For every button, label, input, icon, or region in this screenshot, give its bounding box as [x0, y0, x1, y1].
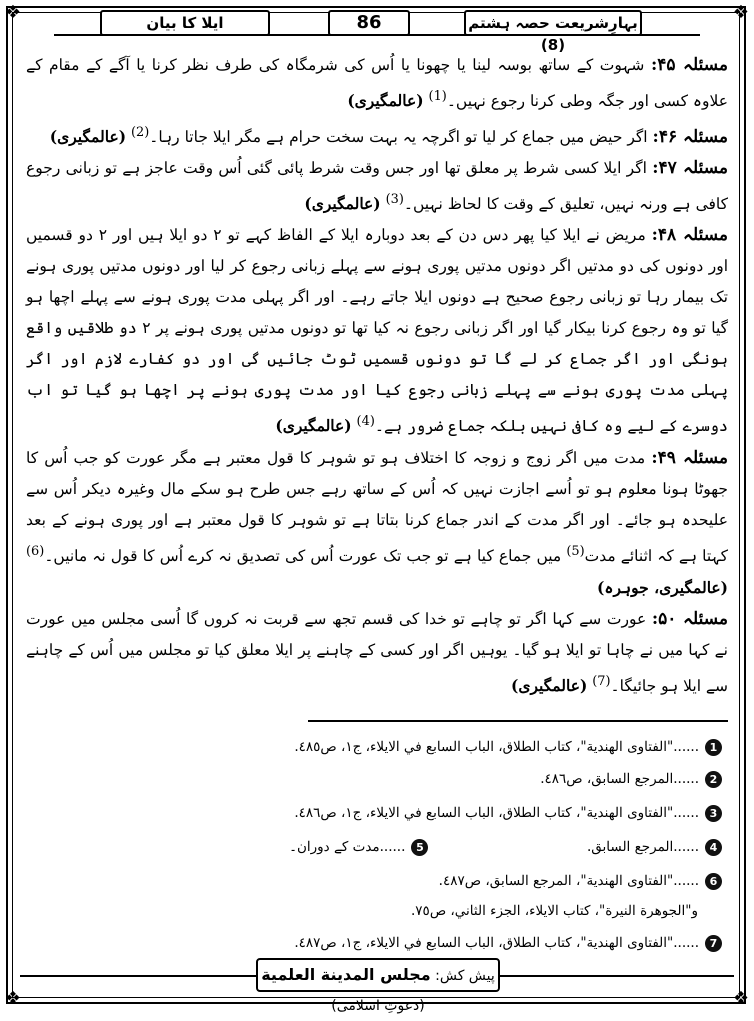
footnote-marker: (4)	[356, 414, 375, 430]
masala-48	[26, 220, 728, 442]
footnote-6-continued	[32, 900, 722, 922]
masala-label: مسئلہ ۴۵:	[650, 55, 728, 75]
footnote-marker: (3)	[385, 192, 404, 208]
masala-50	[26, 604, 728, 702]
footnote-number: 6	[705, 873, 722, 890]
book-title: بہارِشریعت حصہ ہشتم (8)	[464, 10, 642, 36]
footnote-text: ......"الفتاوى الهندية"، كتاب الطلاق، الباب السابع في الايلاء، ج١، ص٤٨٦.	[294, 805, 699, 821]
footnote-separator	[308, 720, 728, 722]
footnote-number: 2	[705, 771, 722, 788]
masala-reference: (عالمگیری)	[275, 416, 352, 436]
masala-text-continued: میں جماع کیا ہے تو جب تک عورت اُس کی تصدیق نہ کرے اُس کا قول نہ مانیں۔	[44, 546, 562, 565]
masala-46	[26, 117, 728, 153]
footnote-text: ......"الفتاوى الهندية"، كتاب الطلاق، الباب السابع في الايلاء، ج١، ص٤٨٥.	[294, 739, 699, 755]
footnote-1	[32, 736, 722, 758]
masala-reference: (عالمگیری)	[347, 91, 424, 111]
masala-text: اگر حیض میں جماع کر لیا تو اگرچہ یہ بہت سخت حرام ہے مگر ایلا جاتا رہا۔	[149, 128, 648, 147]
masala-reference: (عالمگیری)	[49, 127, 127, 147]
footnote-2	[32, 768, 722, 790]
footnote-number: 3	[705, 805, 722, 822]
footnote-4-5	[32, 836, 722, 858]
footnote-marker: (5)	[566, 543, 585, 559]
footnote-marker: (1)	[428, 89, 447, 104]
masala-text: عورت سے کہا اگر تو چاہے تو خدا کی قسم تجھ سے قربت نہ کروں گا اُسی مجلس میں عورت نے کہا میں نے چاہا تو ایلا ہو گیا۔ یوہیں اگر اور کسی کے چاہنے پر ایلا معلق کیا تو مجلس میں اُس کے چاہنے سے ایلا ہو جائیگا۔	[26, 609, 728, 695]
publisher-name: مجلس المدينة العلمية	[261, 965, 431, 984]
masala-label: مسئلہ ۴۸:	[651, 225, 728, 246]
footnote-3	[32, 802, 722, 824]
corner-ornament-icon: ❖	[4, 2, 22, 23]
masala-49	[26, 443, 728, 604]
masala-45	[26, 50, 728, 117]
footer-prefix: پیش کش:	[435, 968, 495, 984]
footnote-text: و"الجوهرة النيرة"، كتاب الايلاء، الجزء الثاني، ص٧٥.	[411, 903, 698, 919]
masala-label: مسئلہ ۴۹:	[651, 447, 728, 468]
footnote-text: ......المرجع السابق، ص٤٨٦.	[540, 771, 699, 787]
footnote-text: ......المرجع السابق.	[586, 839, 699, 855]
page-header	[40, 10, 714, 54]
masala-text: اگر ایلا کسی شرط پر معلق تھا اور جس وقت شرط پائی گئی اُس وقت عاجز ہے تو زبانی رجوع کافی ہے ورنہ نہیں، تعلیق کے وقت کا لحاظ نہیں۔	[26, 159, 728, 214]
masala-label: مسئلہ ۴۶:	[652, 127, 728, 148]
footnote-marker: (2)	[130, 125, 150, 141]
corner-ornament-icon: ❖	[732, 2, 750, 23]
footnote-number: 1	[705, 739, 722, 756]
masala-reference: (عالمگیری)	[511, 675, 588, 695]
publisher-box	[256, 958, 500, 1014]
masala-label: مسئلہ ۵۰:	[651, 608, 728, 629]
footnote-text: ......"الفتاوى الهندية"، المرجع السابق، ص٤٨٧.	[438, 873, 699, 889]
footnote-number: 7	[705, 935, 722, 952]
corner-ornament-icon: ❖	[4, 988, 22, 1009]
footnote-text: ......مدت کے دوران۔	[289, 839, 406, 855]
masala-47	[26, 153, 728, 220]
chapter-title: ایلا کا بیان	[100, 10, 270, 36]
footnote-marker: (7)	[592, 673, 611, 689]
masala-label: مسئلہ ۴۷:	[652, 158, 728, 179]
footnote-text: ......"الفتاوى الهندية"، كتاب الطلاق، الباب السابع في الايلاء، ج١، ص٤٨٧.	[294, 935, 699, 951]
masala-text: شہوت کے ساتھ بوسہ لینا یا چھونا یا اُس کی شرمگاہ کی طرف نظر کرنا یا آگے کے مقام کے علاوہ کسی اور جگہ وطی کرنا رجوع نہیں۔	[26, 56, 728, 111]
page-body	[26, 50, 728, 702]
masala-text: مدت میں اگر زوج و زوجہ کا اختلاف ہو تو شوہر کا قول معتبر ہے مگر عورت کو جب اُس کا جھوٹا ہونا معلوم ہو تو اُسے اجازت نہیں کہ اُس کے ساتھ رہے جس طرح ہو سکے مال وغیرہ دیکر اُس سے علیحدہ ہو جائے۔ اور اگر مدت کے اندر جماع کرنا بتاتا ہے تو شوہر کا قول معتبر ہے اور پوری ہونے کے بعد کہتا ہے کہ اثنائے مدت	[26, 448, 728, 565]
publisher-org: (دعوتِ اسلامی)	[331, 998, 425, 1014]
footnote-number: 4	[705, 839, 722, 856]
corner-ornament-icon: ❖	[732, 988, 750, 1009]
page-footer	[0, 958, 754, 1014]
footnote-6	[32, 870, 722, 892]
footnote-number: 5	[411, 839, 428, 856]
masala-text: مریض نے ایلا کیا پھر دس دن کے بعد دوبارہ ایلا کے الفاظ کہے تو ۲ دو ایلا ہیں اور ۲ دو قسمیں اور دونوں کی دو مدتیں اگر دونوں مدتیں پوری ہونے سے پہلے زبانی رجوع کر لیا اور دونوں مدتیں پوری ہونے تک بیمار رہا تو زبانی رجوع صحیح ہے دونوں ایلا جاتے رہے۔ اور اگر پہلی مدت پوری ہونے سے پہلے اچھا ہو گیا تو وہ رجوع کرنا بیکار گیا اور اگر زبانی رجوع نہ کیا تھا تو دونوں مدتیں پوری ہونے پر ۲ دو طلاقیں واقع ہونگی اور اگر جماع کر لے گا تو دونوں قسمیں ٹوٹ جائیں گی اور دو کفارے لازم اور اگر پہلی مدت پوری ہونے سے پہلے زبانی رجوع کیا اور مدت پوری ہونے پر اچھا ہو گیا تو اب دوسرے کے لیے وہ کافی نہیں بلکہ جماع ضرور ہے۔	[26, 226, 728, 436]
footnote-marker: (6)	[26, 543, 45, 559]
masala-reference: (عالمگیری، جوہرہ)	[597, 577, 728, 597]
page-number: 86	[328, 10, 410, 36]
footnote-7	[32, 932, 722, 954]
masala-reference: (عالمگیری)	[304, 194, 381, 214]
